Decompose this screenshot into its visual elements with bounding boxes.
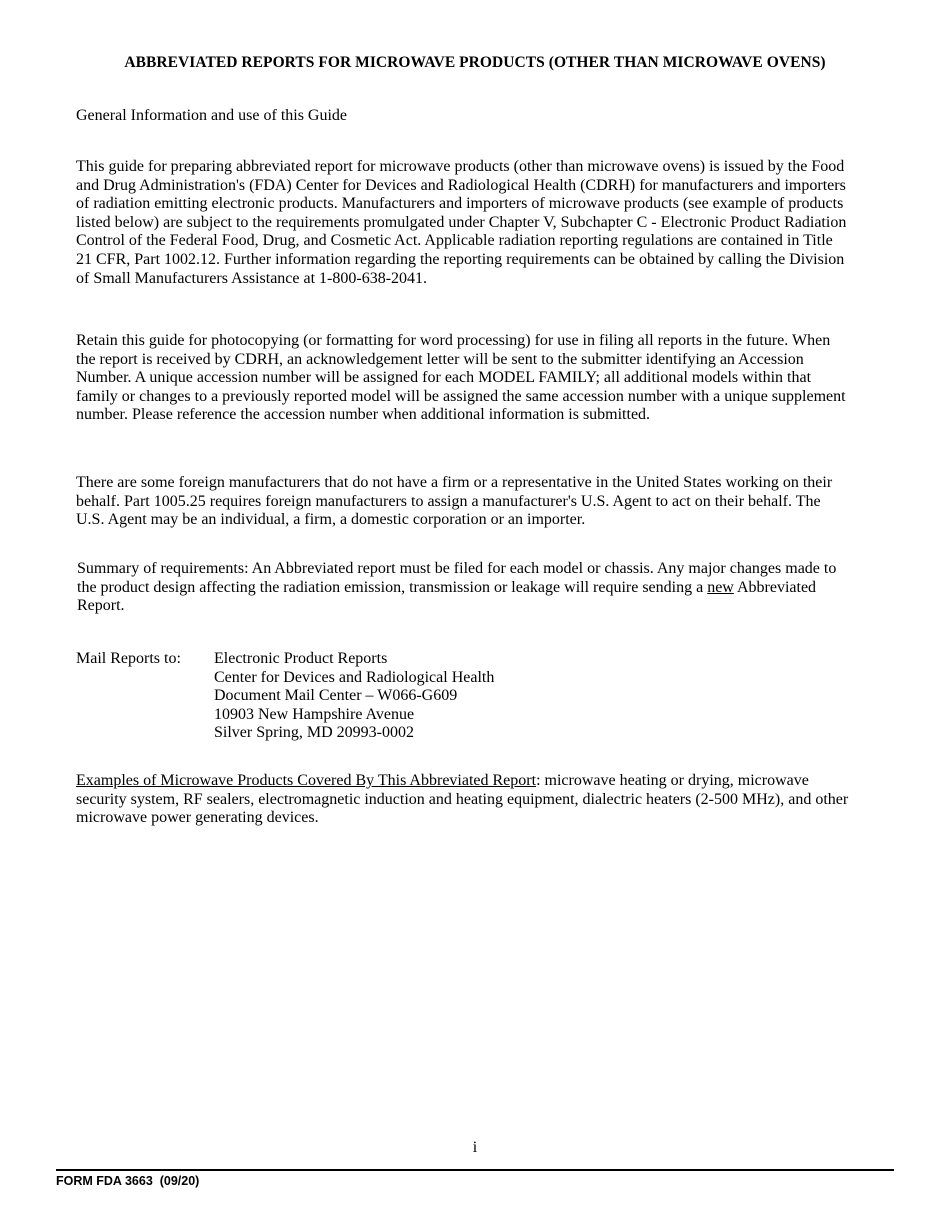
examples-text: : microwave heating or drying, microwave security system, RF sealers, electromagnetic induction and heating equipment, dialectric heaters (2-500 MHz), and other microwave power generating devices. [76,772,849,827]
page-title: ABBREVIATED REPORTS FOR MICROWAVE PRODUCTS (OTHER THAN MICROWAVE OVENS) [124,54,826,71]
summary-end: Abbreviated Report. [77,578,817,615]
address-line: 10903 New Hampshire Avenue [214,705,415,723]
address-line: Silver Spring, MD 20993-0002 [214,724,414,742]
mail-address-block [214,650,494,743]
paragraph-retain-guide: Retain this guide for photocopying (or formatting for word processing) for use in filing all reports in the future. When the report is received by CDRH, an acknowledgement letter will be sent to the submitter identifying an Accession Number. A unique accession number will be assigned for each MODEL FAMILY; all additional models within that family or changes to a previously reported model will be assigned the same accession number with a unique supplement number. Please reference the accession number when additional information is submitted. [76,332,846,424]
paragraph-intro: This guide for preparing abbreviated report for microwave products (other than microwave ovens) is issued by the Food and Drug Administration's (FDA) Center for Devices and Radiological Health (CDRH) for manufacturers and importers of radiation emitting electronic products. Manufacturers and importers of microwave products (see example of products listed below) are subject to the requirements promulgated under Chapter V, Subchapter C - Electronic Product Radiation Control of the Federal Food, Drug, and Cosmetic Act. Applicable radiation reporting regulations are contained in Title 21 CFR, Part 1002.12. Further information regarding the reporting requirements can be obtained by calling the Division of Small Manufacturers Assistance at 1-800-638-2041. [76,158,847,287]
paragraph-examples [76,772,851,828]
address-line: Document Mail Center – W066-G609 [214,687,458,705]
mail-reports-label: Mail Reports to: [76,650,181,667]
paragraph-foreign-manufacturers: There are some foreign manufacturers that do not have a firm or a representative in the United States working on their behalf. Part 1005.25 requires foreign manufacturers to assign a manufacturer's U.S. Agent to act on their behalf. The U.S. Agent may be an individual, a firm, a domestic corporation or an importer. [76,474,833,529]
section-heading-general-info: General Information and use of this Guide [76,107,348,124]
form-identifier: FORM FDA 3663 (09/20) [56,1174,200,1188]
examples-label: Examples of Microwave Products Covered By This Abbreviated Report [76,772,537,789]
paragraph-summary-of-requirements [77,560,852,616]
summary-text: Summary of requirements: An Abbreviated report must be filed for each model or chassis. Any major changes made to the product design affecting the radiation emission, transmission or leakage will require sending a [77,560,837,596]
address-line: Electronic Product Reports [214,650,388,667]
footer-divider [56,1169,894,1171]
summary-new-emphasis: new [707,578,734,596]
address-line: Center for Devices and Radiological Health [214,668,495,686]
page-number: i [472,1139,478,1156]
